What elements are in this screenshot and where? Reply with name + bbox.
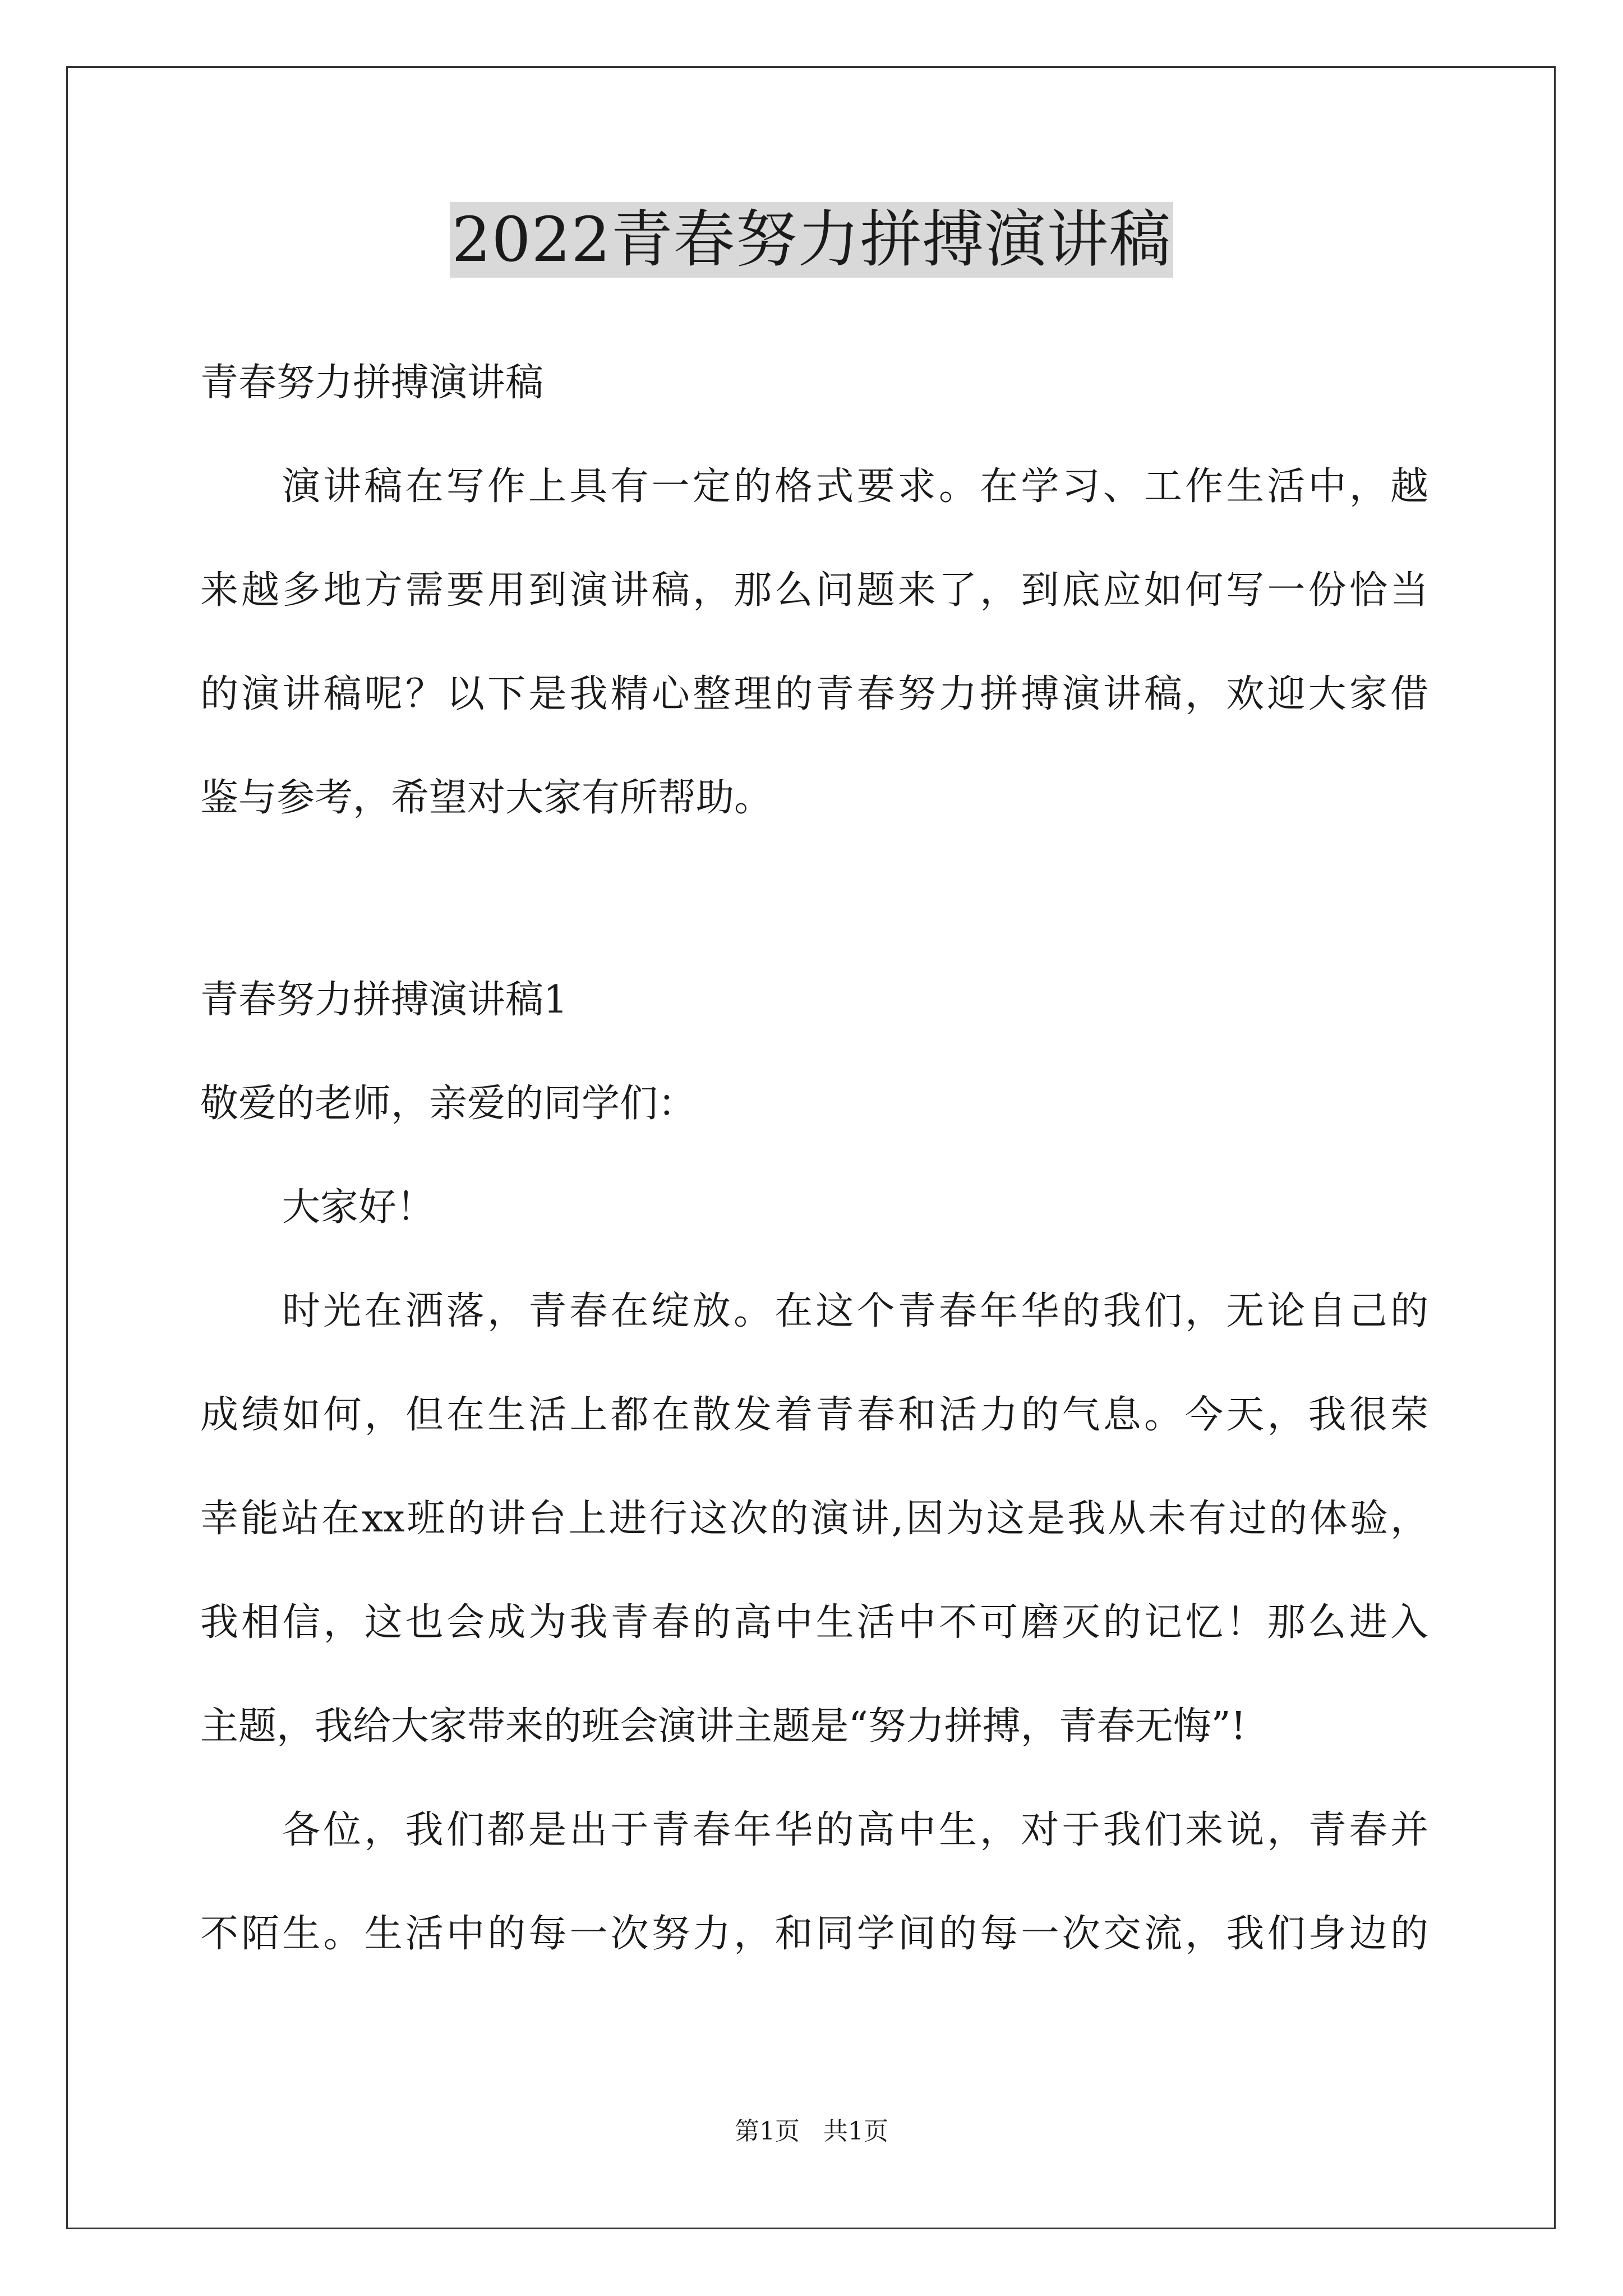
document-body	[200, 331, 1428, 1986]
paragraph-line: 的演讲稿呢？以下是我精心整理的青春努力拼搏演讲稿，欢迎大家借	[200, 672, 1428, 716]
greeting: 大家好！	[282, 1185, 435, 1230]
subtitle: 青春努力拼搏演讲稿	[200, 361, 544, 405]
title-container	[0, 202, 1623, 278]
section-gap	[200, 850, 1428, 948]
paragraph-line: 演讲稿在写作上具有一定的格式要求。在学习、工作生活中，越	[282, 464, 1428, 509]
paragraph-line: 各位，我们都是出于青春年华的高中生，对于我们来说，青春并	[282, 1808, 1428, 1852]
paragraph-line: 鉴与参考，希望对大家有所帮助。	[200, 776, 773, 820]
paragraph-line: 我相信，这也会成为我青春的高中生活中不可磨灭的记忆！那么进入	[200, 1600, 1428, 1645]
paragraph-line: 来越多地方需要用到演讲稿，那么问题来了，到底应如何写一份恰当	[200, 568, 1428, 613]
paragraph-line: 不陌生。生活中的每一次努力，和同学间的每一次交流，我们身边的	[200, 1912, 1428, 1956]
paragraph-line: 时光在洒落，青春在绽放。在这个青春年华的我们，无论自己的	[282, 1289, 1428, 1333]
document-title: 2022青春努力拼搏演讲稿	[450, 202, 1174, 278]
paragraph-line: 主题，我给大家带来的班会演讲主题是“努力拼搏，青春无悔”!	[200, 1704, 1246, 1749]
page-footer: 第1页 共1页	[735, 2117, 888, 2146]
section-heading: 青春努力拼搏演讲稿1	[200, 978, 568, 1022]
salutation: 敬爱的老师，亲爱的同学们：	[200, 1082, 697, 1126]
paragraph-line: 成绩如何，但在生活上都在散发着青春和活力的气息。今天，我很荣	[200, 1393, 1428, 1437]
paragraph-line: 幸能站在xx班的讲台上进行这次的演讲,因为这是我从未有过的体验，	[200, 1497, 1428, 1541]
